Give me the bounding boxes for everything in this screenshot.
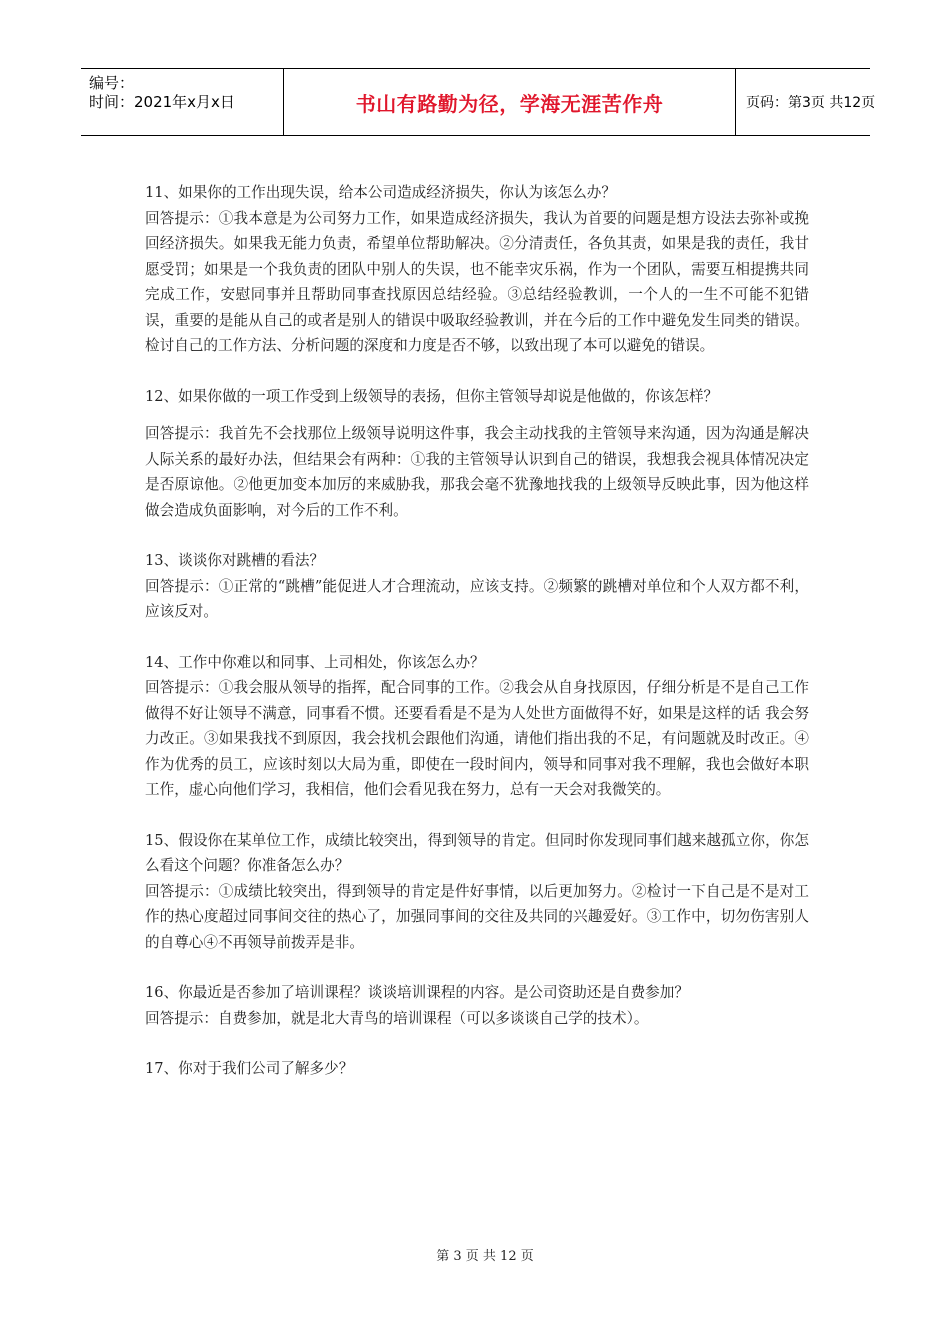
answer: 回答提示：①我本意是为公司努力工作，如果造成经济损失，我认为首要的问题是想方设法去弥补或挽回经济损失。如果我无能力负责，希望单位帮助解决。②分清责任，各负其责，如果是我的责任，我甘愿受罚；如果是一个我负责的团队中别人的失误，也不能幸灾乐祸，作为一个团队，需要互相提携共同完成工作，安慰同事并且帮助同事查找原因总结经验。③总结经验教训，一个人的一生不可能不犯错误，重要的是能从自己的或者是别人的错误中吸取经验教训，并在今后的工作中避免发生同类的错误。检讨自己的工作方法、分析问题的深度和力度是否不够，以致出现了本可以避免的错误。 [145, 209, 809, 354]
question: 11、如果你的工作出现失误，给本公司造成经济损失，你认为该怎么办？ [145, 184, 616, 201]
document-body [145, 180, 809, 1107]
qa-item-16 [145, 980, 809, 1031]
header-meta [81, 69, 284, 135]
answer: 回答提示：自费参加，就是北大青鸟的培训课程（可以多谈谈自己学的技术）。 [145, 1009, 649, 1027]
time-label: 时间：2021年x月x日 [89, 93, 235, 111]
header-motto-cell [284, 69, 736, 135]
qa-item-13 [145, 548, 809, 625]
answer: 回答提示：①成绩比较突出，得到领导的肯定是件好事情，以后更加努力。②检讨一下自己是不是对工作的热心度超过同事间交往的热心了，加强同事间的交往及共同的兴趣爱好。③工作中，切勿伤害别人的自尊心④不再领导前拨弄是非。 [145, 882, 809, 951]
motto: 书山有路勤为径，学海无涯苦作舟 [355, 91, 664, 116]
answer: 回答提示：①正常的“跳槽”能促进人才合理流动，应该支持。②频繁的跳槽对单位和个人双方都不利，应该反对。 [145, 577, 809, 620]
question: 16、你最近是否参加了培训课程？谈谈培训课程的内容。是公司资助还是自费参加？ [145, 984, 689, 1001]
number-label: 编号： [89, 74, 135, 92]
header-page-info: 页码：第3页 共12页 [746, 95, 876, 111]
page-header [81, 68, 876, 136]
question: 14、工作中你难以和同事、上司相处，你该怎么办？ [145, 653, 485, 671]
qa-item-12 [145, 384, 809, 524]
answer: 回答提示：①我会服从领导的指挥，配合同事的工作。②我会从自身找原因，仔细分析是不是自己工作做得不好让领导不满意，同事看不惯。还要看看是不是为人处世方面做得不好，如果是这样的话 我会努力改正。③如果我找不到原因，我会找机会跟他们沟通，请他们指出我的不足，有问题就及时改正。④作为优秀的员工，应该时刻以大局为重，即使在一段时间内，领导和同事对我不理解，我也会做好本职工作，虚心向他们学习，我相信，他们会看见我在努力，总有一天会对我微笑的。 [145, 679, 809, 798]
qa-item-14 [145, 650, 809, 803]
question: 17、你对于我们公司了解多少？ [145, 1060, 354, 1077]
question: 13、谈谈你对跳槽的看法？ [145, 552, 325, 569]
qa-item-15 [145, 828, 809, 956]
qa-item-11 [145, 180, 809, 359]
question: 12、如果你做的一项工作受到上级领导的表扬，但你主管领导却说是他做的，你该怎样？ [145, 387, 719, 405]
qa-item-17 [145, 1056, 809, 1082]
question: 15、假设你在某单位工作，成绩比较突出，得到领导的肯定。但同时你发现同事们越来越孤立你，你怎么看这个问题？你准备怎么办？ [145, 831, 809, 874]
page-footer: 第 3 页 共 12 页 [436, 1249, 534, 1264]
answer: 回答提示：我首先不会找那位上级领导说明这件事，我会主动找我的主管领导来沟通，因为沟通是解决人际关系的最好办法，但结果会有两种：①我的主管领导认识到自己的错误，我想我会视具体情况决定是否原谅他。②他更加变本加厉的来威胁我，那我会毫不犹豫地找我的上级领导反映此事，因为他这样做会造成负面影响，对今后的工作不利。 [145, 425, 809, 519]
